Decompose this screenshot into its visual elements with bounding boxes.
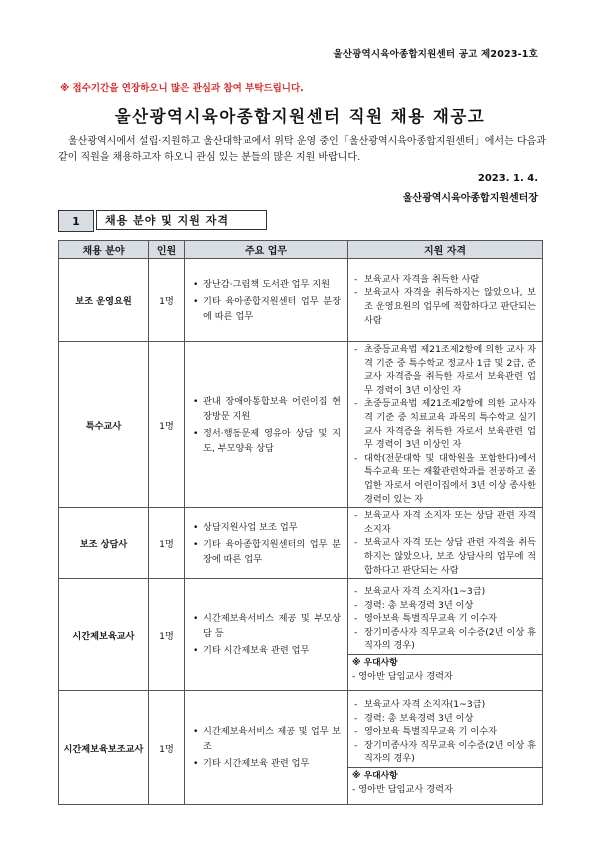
- header-count: 인원: [149, 241, 185, 259]
- duties-cell: [185, 579, 348, 691]
- duty-item: • 정서·행동문제 영유아 상담 및 지도, 부모양육 상담: [193, 426, 341, 456]
- qualification-item: - 보육교사 자격을 취득하지는 않았으나, 보조 운영요원의 업무에 적합하다고 판단되는 사람: [352, 286, 536, 327]
- qualifications-cell: [348, 508, 543, 579]
- intro-paragraph: 울산광역시에서 설립·지원하고 울산대학교에서 위탁 운영 중인「울산광역시육아종합지원센터」에서는 다음과 같이 직원을 채용하고자 하오니 관심 있는 분들의 많은 지원 바랍니다.: [58, 136, 546, 163]
- qualification-item: - 장기미종사자 직무교육 이수증(2년 이상 휴직자의 경우): [352, 739, 536, 766]
- table-row: [59, 691, 543, 805]
- role-cell: 보조 운영요원: [59, 259, 149, 342]
- page-title: 울산광역시육아종합지원센터 직원 채용 재공고: [114, 107, 486, 126]
- duty-item: • 상담지원사업 보조 업무: [193, 520, 341, 535]
- preference-item: - 영아반 담임교사 경력자: [352, 671, 453, 683]
- qualification-item: - 보육교사 자격 소지자 또는 상담 관련 자격 소지자: [352, 509, 536, 536]
- preference-item: - 영아반 담임교사 경력자: [352, 784, 453, 796]
- duty-item: • 관내 장애아통합보육 어린이집 현장방문 지원: [193, 394, 341, 424]
- extension-notice: ※ 접수기간을 연장하오니 많은 관심과 참여 부탁드립니다.: [60, 83, 304, 94]
- qualification-item: - 초중등교육법 제21조제2항에 의한 교사 자격 기준 중 특수학교 정교사 1급 및 2급, 준교사 자격증을 취득한 자로서 보육관련 업무 경력이 3년 이상인 자: [352, 343, 536, 397]
- count-cell: 1명: [149, 259, 185, 342]
- duty-item: • 장난감·그림책 도서관 업무 지원: [193, 277, 341, 292]
- table-row: [59, 342, 543, 508]
- duties-cell: [185, 508, 348, 579]
- preference-heading: ※ 우대사항: [348, 767, 542, 783]
- qualification-item: - 영아보육 특별직무교육 기 이수자: [352, 725, 536, 739]
- count-cell: 1명: [149, 691, 185, 805]
- table-row: [59, 259, 543, 342]
- qualification-item: - 장기미종사자 직무교육 이수증(2년 이상 휴직자의 경우): [352, 626, 536, 653]
- qualification-item: - 보육교사 자격 또는 상담 관련 자격을 취득하지는 않았으나, 보조 상담사의 업무에 적합하다고 판단되는 사람: [352, 536, 536, 577]
- role-cell: 보조 상담사: [59, 508, 149, 579]
- duty-item: • 기타 시간제보육 관련 업무: [193, 756, 341, 771]
- role-cell: 시간제보육보조교사: [59, 691, 149, 805]
- table-header-row: [59, 241, 543, 259]
- role-cell: 시간제보육교사: [59, 579, 149, 691]
- qualification-item: - 초중등교육법 제21조제2항에 의한 교사자격 기준 중 치료교육 과목의 특수학교 실기교사 자격증을 취득한 자로서 보육관련 업무 경력이 3년 이상인 자: [352, 397, 536, 451]
- duty-item: • 기타 시간제보육 관련 업무: [193, 643, 341, 658]
- duties-cell: [185, 342, 348, 508]
- duty-item: • 시간제보육서비스 제공 및 부모상담 등: [193, 611, 341, 641]
- duty-item: • 시간제보육서비스 제공 및 업무 보조: [193, 724, 341, 754]
- qualification-item: - 경력: 총 보육경력 3년 이상: [352, 712, 536, 726]
- count-cell: 1명: [149, 342, 185, 508]
- qualifications-cell: [348, 579, 543, 691]
- role-cell: 특수교사: [59, 342, 149, 508]
- duty-item: • 기타 육아종합지원센터 업무 분장에 따른 업무: [193, 294, 341, 324]
- qualifications-cell: [348, 691, 543, 805]
- table-row: [59, 579, 543, 691]
- notice-number: 울산광역시육아종합지원센터 공고 제2023-1호: [333, 49, 538, 60]
- qualification-item: - 보육교사 자격 소지자(1~3급): [352, 698, 536, 712]
- announcement-date: 2023. 1. 4.: [477, 173, 538, 184]
- table-row: [59, 508, 543, 579]
- section-number: 1: [58, 210, 94, 232]
- duty-item: • 기타 육아종합지원센터의 업무 분장에 따른 업무: [193, 537, 341, 567]
- qualifications-cell: [348, 259, 543, 342]
- duties-cell: [185, 259, 348, 342]
- qualification-item: - 경력: 총 보육경력 3년 이상: [352, 599, 536, 613]
- header-role: 채용 분야: [59, 241, 149, 259]
- qualification-item: - 보육교사 자격을 취득한 사람: [352, 273, 536, 287]
- qualification-item: - 보육교사 자격 소지자(1~3급): [352, 585, 536, 599]
- header-duties: 주요 업무: [185, 241, 348, 259]
- qualification-item: - 영아보육 특별직무교육 기 이수자: [352, 612, 536, 626]
- organization-signature: 울산광역시육아종합지원센터장: [402, 193, 538, 204]
- duties-cell: [185, 691, 348, 805]
- header-qualifications: 지원 자격: [348, 241, 543, 259]
- section-title: 채용 분야 및 지원 자격: [96, 210, 267, 230]
- count-cell: 1명: [149, 579, 185, 691]
- qualifications-cell: [348, 342, 543, 508]
- preference-heading: ※ 우대사항: [348, 654, 542, 670]
- count-cell: 1명: [149, 508, 185, 579]
- job-table: [58, 240, 543, 805]
- qualification-item: - 대학(전문대학 및 대학원을 포함한다)에서 특수교육 또는 재활관련학과를 전공하고 졸업한 자로서 어린이집에서 3년 이상 종사한 경력이 있는 자: [352, 452, 536, 506]
